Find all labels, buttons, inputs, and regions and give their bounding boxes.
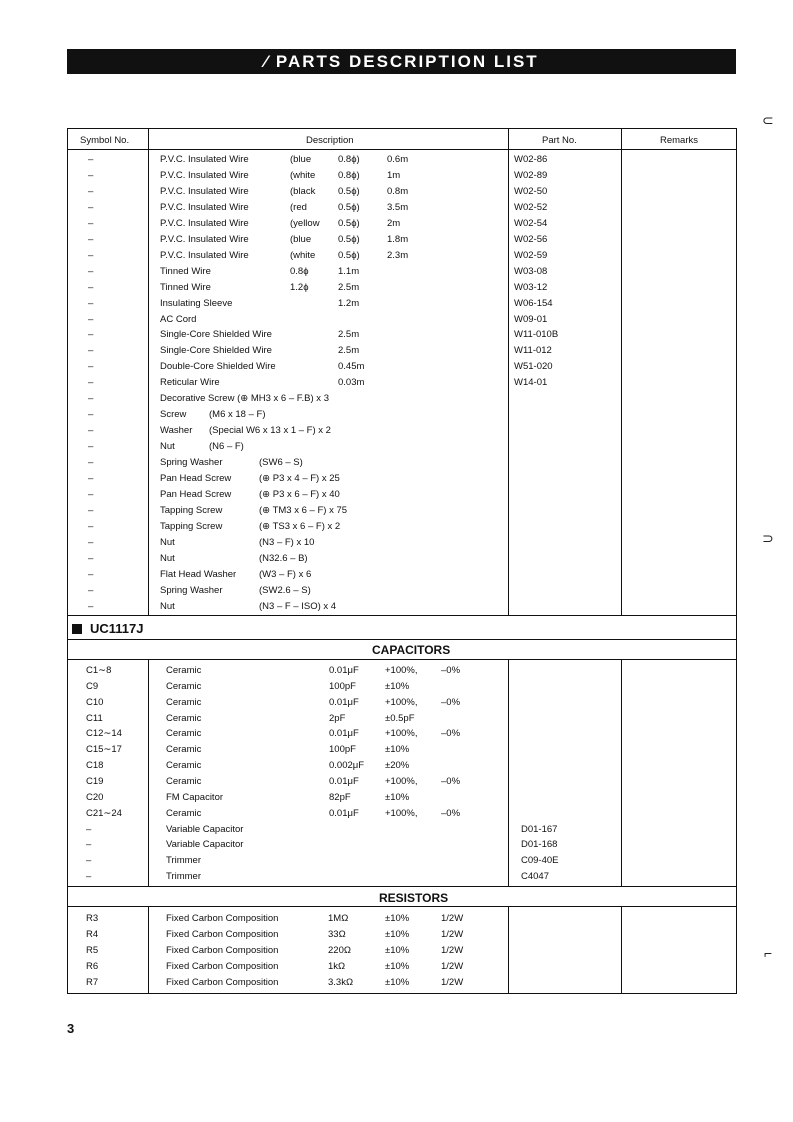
- symbol-cell: –: [88, 520, 94, 532]
- header-description: Description: [306, 135, 354, 146]
- part-no-cell: W11-012: [514, 345, 552, 357]
- symbol-cell: –: [86, 823, 92, 835]
- length-cell: 0.6m: [387, 154, 409, 165]
- symbol-cell: –: [88, 600, 94, 612]
- spec-cell: (yellow: [290, 217, 320, 229]
- capacitors-heading: CAPACITORS: [372, 643, 451, 657]
- value-cell: 0.01μF: [329, 696, 359, 708]
- part-no-cell: C4047: [521, 871, 549, 883]
- tolerance-cell: +100%,: [385, 665, 418, 676]
- symbol-cell: –: [86, 855, 92, 867]
- spec-cell: 0.8ϕ: [290, 265, 309, 277]
- wattage-cell: 1/2W: [441, 929, 464, 940]
- spec-cell: (white: [290, 169, 316, 181]
- table-rule: [67, 615, 737, 616]
- part-no-cell: D01-167: [521, 823, 558, 835]
- value-cell: 1kΩ: [328, 961, 346, 972]
- spec-cell: (SW6 – S): [259, 457, 303, 469]
- symbol-cell: –: [88, 409, 94, 421]
- part-no-cell: D01-168: [521, 839, 558, 851]
- description-cell: Tinned Wire: [160, 281, 211, 293]
- tolerance-cell: +100%,: [385, 696, 418, 708]
- tolerance-cell: +100%,: [385, 775, 418, 787]
- part-no-cell: C09-40E: [521, 855, 559, 867]
- tolerance-cell: –0%: [441, 696, 461, 708]
- part-no-cell: W14-01: [514, 377, 548, 389]
- length-cell: 3.5m: [387, 201, 409, 213]
- part-no-cell: W03-12: [514, 281, 548, 293]
- table-rule: [621, 659, 622, 886]
- table-rule: [621, 906, 622, 994]
- description-cell: Fixed Carbon Composition: [166, 913, 279, 924]
- tolerance-cell: ±10%: [385, 977, 410, 988]
- spec-cell: (N3 – F) x 10: [259, 536, 315, 548]
- symbol-cell: –: [88, 504, 94, 516]
- length-cell: 0.03m: [338, 377, 365, 389]
- length-cell: 1.2m: [338, 297, 360, 309]
- length-cell: 2.3m: [387, 249, 409, 261]
- symbol-cell: –: [88, 584, 94, 596]
- description-cell: P.V.C. Insulated Wire: [160, 169, 249, 181]
- tolerance-cell: ±10%: [385, 680, 410, 692]
- header-part-no: Part No.: [542, 135, 577, 146]
- symbol-cell: R6: [86, 961, 99, 972]
- spec-cell: (⊕ TS3 x 6 – F) x 2: [259, 520, 341, 532]
- value-cell: 82pF: [329, 791, 351, 803]
- spec-cell: (⊕ P3 x 4 – F) x 25: [259, 473, 340, 484]
- symbol-cell: C20: [86, 791, 104, 803]
- description-cell: Insulating Sleeve: [160, 297, 233, 309]
- length-cell: 2.5m: [338, 281, 360, 293]
- symbol-cell: –: [88, 425, 94, 437]
- length-cell: 1m: [387, 169, 401, 181]
- spec-cell: (⊕ TM3 x 6 – F) x 75: [259, 504, 348, 516]
- spec-cell: (black: [290, 185, 316, 197]
- part-no-cell: W06-154: [514, 297, 553, 309]
- description-cell: Fixed Carbon Composition: [166, 945, 279, 956]
- tolerance-cell: +100%,: [385, 807, 418, 819]
- spec-cell: 0.5ϕ): [338, 217, 360, 229]
- spec-cell: 0.5ϕ): [338, 201, 360, 213]
- description-cell: Single-Core Shielded Wire: [160, 345, 272, 357]
- description-cell: Reticular Wire: [160, 377, 220, 389]
- symbol-cell: –: [88, 473, 94, 484]
- symbol-cell: C21∼24: [86, 807, 122, 819]
- tolerance-cell: ±10%: [385, 913, 410, 924]
- description-cell: Ceramic: [166, 712, 202, 724]
- value-cell: 100pF: [329, 680, 356, 692]
- description-cell: Ceramic: [166, 807, 202, 819]
- description-cell: Nut: [160, 552, 175, 564]
- table-rule: [148, 128, 149, 615]
- value-cell: 0.01μF: [329, 728, 359, 740]
- description-cell: Tinned Wire: [160, 265, 211, 277]
- symbol-cell: –: [88, 185, 94, 197]
- value-cell: 2pF: [329, 712, 346, 724]
- symbol-cell: –: [88, 169, 94, 181]
- spec-cell: 0.8ϕ): [338, 154, 360, 165]
- table-rule: [67, 659, 737, 660]
- description-cell: Pan Head Screw: [160, 473, 232, 484]
- part-no-cell: W11-010B: [514, 329, 559, 341]
- description-cell: Washer: [160, 425, 193, 437]
- spec-cell: 0.5ϕ): [338, 249, 360, 261]
- page-number: 3: [67, 1021, 75, 1036]
- value-cell: 3.3kΩ: [328, 977, 354, 988]
- symbol-cell: –: [88, 377, 94, 389]
- symbol-cell: –: [88, 201, 94, 213]
- description-cell: Trimmer: [166, 855, 201, 867]
- symbol-cell: –: [88, 536, 94, 548]
- description-cell: Nut: [160, 600, 175, 612]
- spec-cell: (N6 – F): [209, 441, 244, 453]
- part-no-cell: W03-08: [514, 265, 548, 277]
- tolerance-cell: –0%: [441, 807, 461, 819]
- symbol-cell: R5: [86, 945, 99, 956]
- tolerance-cell: –0%: [441, 665, 461, 676]
- value-cell: 0.01μF: [329, 807, 359, 819]
- description-cell: Fixed Carbon Composition: [166, 929, 279, 940]
- table-rule: [508, 128, 509, 615]
- spec-cell: (blue: [290, 233, 312, 245]
- symbol-cell: –: [88, 361, 94, 373]
- description-cell: Tapping Screw: [160, 520, 223, 532]
- symbol-cell: C15∼17: [86, 744, 122, 756]
- table-rule: [508, 906, 509, 994]
- resistors-heading: RESISTORS: [379, 891, 449, 905]
- table-rule: [148, 659, 149, 886]
- binding-mark-icon: ⊃: [762, 530, 774, 546]
- symbol-cell: –: [88, 297, 94, 309]
- part-no-cell: W02-86: [514, 154, 548, 165]
- part-no-cell: W02-50: [514, 185, 548, 197]
- spec-cell: (SW2.6 – S): [259, 584, 311, 596]
- part-no-cell: W02-59: [514, 249, 548, 261]
- description-cell: P.V.C. Insulated Wire: [160, 233, 249, 245]
- symbol-cell: C11: [86, 712, 103, 724]
- section-heading: [72, 621, 144, 636]
- symbol-cell: –: [88, 329, 94, 341]
- symbol-cell: –: [88, 488, 94, 500]
- tolerance-cell: ±10%: [385, 945, 410, 956]
- tolerance-cell: +100%,: [385, 728, 418, 740]
- header-remarks: Remarks: [660, 135, 699, 146]
- symbol-cell: –: [88, 154, 94, 165]
- description-cell: Fixed Carbon Composition: [166, 961, 279, 972]
- description-cell: Ceramic: [166, 696, 202, 708]
- symbol-cell: –: [88, 393, 94, 405]
- part-no-cell: W02-89: [514, 169, 548, 181]
- symbol-cell: C10: [86, 696, 104, 708]
- page-title: ⁄ PARTS DESCRIPTION LIST: [67, 49, 736, 74]
- spec-cell: (M6 x 18 – F): [209, 409, 266, 421]
- spec-cell: (W3 – F) x 6: [259, 568, 312, 580]
- description-cell: Ceramic: [166, 775, 202, 787]
- description-cell: Spring Washer: [160, 457, 223, 469]
- spec-cell: (N3 – F – ISO) x 4: [259, 600, 337, 612]
- description-cell: AC Cord: [160, 313, 197, 325]
- tolerance-cell: –0%: [441, 728, 461, 740]
- spec-cell: 0.8ϕ): [338, 169, 360, 181]
- spec-cell: (Special W6 x 13 x 1 – F) x 2: [209, 425, 331, 437]
- value-cell: 33Ω: [328, 929, 346, 940]
- value-cell: 0.002μF: [329, 760, 365, 772]
- description-cell: Pan Head Screw: [160, 488, 232, 500]
- description-cell: P.V.C. Insulated Wire: [160, 185, 249, 197]
- description-cell: Nut: [160, 536, 175, 548]
- description-cell: Variable Capacitor: [166, 823, 244, 835]
- header-symbol: Symbol No.: [80, 135, 130, 146]
- symbol-cell: –: [88, 281, 94, 293]
- table-rule: [67, 639, 737, 640]
- symbol-cell: –: [88, 313, 94, 325]
- symbol-cell: C12∼14: [86, 728, 122, 740]
- tolerance-cell: ±10%: [385, 961, 410, 972]
- value-cell: 220Ω: [328, 945, 351, 956]
- description-cell: P.V.C. Insulated Wire: [160, 201, 249, 213]
- symbol-cell: –: [88, 265, 94, 277]
- symbol-cell: C9: [86, 680, 99, 692]
- binding-mark-icon: ⊂: [762, 112, 774, 128]
- tolerance-cell: ±10%: [385, 791, 410, 803]
- table-rule: [67, 886, 737, 887]
- description-cell: Variable Capacitor: [166, 839, 244, 851]
- length-cell: 2.5m: [338, 345, 360, 357]
- description-cell: Ceramic: [166, 744, 202, 756]
- symbol-cell: C1∼8: [86, 665, 112, 676]
- wattage-cell: 1/2W: [441, 945, 464, 956]
- spec-cell: (⊕ P3 x 6 – F) x 40: [259, 488, 340, 500]
- symbol-cell: –: [86, 871, 92, 883]
- description-cell: Tapping Screw: [160, 504, 223, 516]
- description-cell: Trimmer: [166, 871, 201, 883]
- symbol-cell: R7: [86, 977, 99, 988]
- description-cell: FM Capacitor: [166, 791, 224, 803]
- symbol-cell: –: [88, 345, 94, 357]
- description-cell: Fixed Carbon Composition: [166, 977, 279, 988]
- description-cell: Single-Core Shielded Wire: [160, 329, 272, 341]
- value-cell: 0.01μF: [329, 775, 359, 787]
- symbol-cell: –: [86, 839, 92, 851]
- value-cell: 0.01μF: [329, 665, 359, 676]
- description-cell: P.V.C. Insulated Wire: [160, 249, 249, 261]
- part-no-cell: W09-01: [514, 313, 548, 325]
- description-cell: Decorative Screw (⊕ MH3 x 6 – F.B) x 3: [160, 393, 329, 405]
- length-cell: 0.45m: [338, 361, 365, 373]
- table-rule: [148, 906, 149, 994]
- length-cell: 2.5m: [338, 329, 360, 341]
- table-rule: [67, 906, 737, 907]
- description-cell: Ceramic: [166, 760, 202, 772]
- part-no-cell: W51-020: [514, 361, 553, 373]
- part-no-cell: W02-54: [514, 217, 548, 229]
- spec-cell: 0.5ϕ): [338, 185, 360, 197]
- spec-cell: 1.2ϕ: [290, 281, 309, 293]
- length-cell: 0.8m: [387, 185, 409, 197]
- spec-cell: (N32.6 – B): [259, 552, 308, 564]
- part-no-cell: W02-56: [514, 233, 548, 245]
- symbol-cell: –: [88, 217, 94, 229]
- spec-cell: (blue: [290, 154, 312, 165]
- symbol-cell: –: [88, 552, 94, 564]
- part-no-cell: W02-52: [514, 201, 548, 213]
- description-cell: Ceramic: [166, 665, 202, 676]
- tolerance-cell: –0%: [441, 775, 461, 787]
- symbol-cell: C19: [86, 775, 104, 787]
- value-cell: 1MΩ: [328, 913, 349, 924]
- description-cell: Flat Head Washer: [160, 568, 237, 580]
- value-cell: 100pF: [329, 744, 356, 756]
- symbol-cell: –: [88, 568, 94, 580]
- spec-cell: (white: [290, 249, 316, 261]
- description-cell: P.V.C. Insulated Wire: [160, 217, 249, 229]
- length-cell: 1.8m: [387, 233, 409, 245]
- symbol-cell: C18: [86, 760, 104, 772]
- description-cell: P.V.C. Insulated Wire: [160, 154, 249, 165]
- symbol-cell: R4: [86, 929, 99, 940]
- wattage-cell: 1/2W: [441, 961, 464, 972]
- description-cell: Double-Core Shielded Wire: [160, 361, 276, 373]
- tolerance-cell: ±10%: [385, 929, 410, 940]
- symbol-cell: R3: [86, 913, 99, 924]
- description-cell: Ceramic: [166, 680, 202, 692]
- spec-cell: (red: [290, 201, 307, 213]
- binding-mark-icon: ⌐: [764, 945, 773, 961]
- symbol-cell: –: [88, 441, 94, 453]
- description-cell: Ceramic: [166, 728, 202, 740]
- symbol-cell: –: [88, 249, 94, 261]
- wattage-cell: 1/2W: [441, 913, 464, 924]
- description-cell: Nut: [160, 441, 175, 453]
- description-cell: Screw: [160, 409, 187, 421]
- table-rule: [621, 128, 622, 615]
- symbol-cell: –: [88, 457, 94, 469]
- wattage-cell: 1/2W: [441, 977, 464, 988]
- section-label: UC1117J: [90, 621, 144, 636]
- symbol-cell: –: [88, 233, 94, 245]
- tolerance-cell: ±20%: [385, 760, 410, 772]
- length-cell: 1.1m: [338, 265, 360, 277]
- tolerance-cell: ±10%: [385, 744, 410, 756]
- spec-cell: 0.5ϕ): [338, 233, 360, 245]
- length-cell: 2m: [387, 217, 401, 229]
- description-cell: Spring Washer: [160, 584, 223, 596]
- table-rule: [508, 659, 509, 886]
- table-rule: [67, 149, 737, 150]
- tolerance-cell: ±0.5pF: [385, 712, 415, 724]
